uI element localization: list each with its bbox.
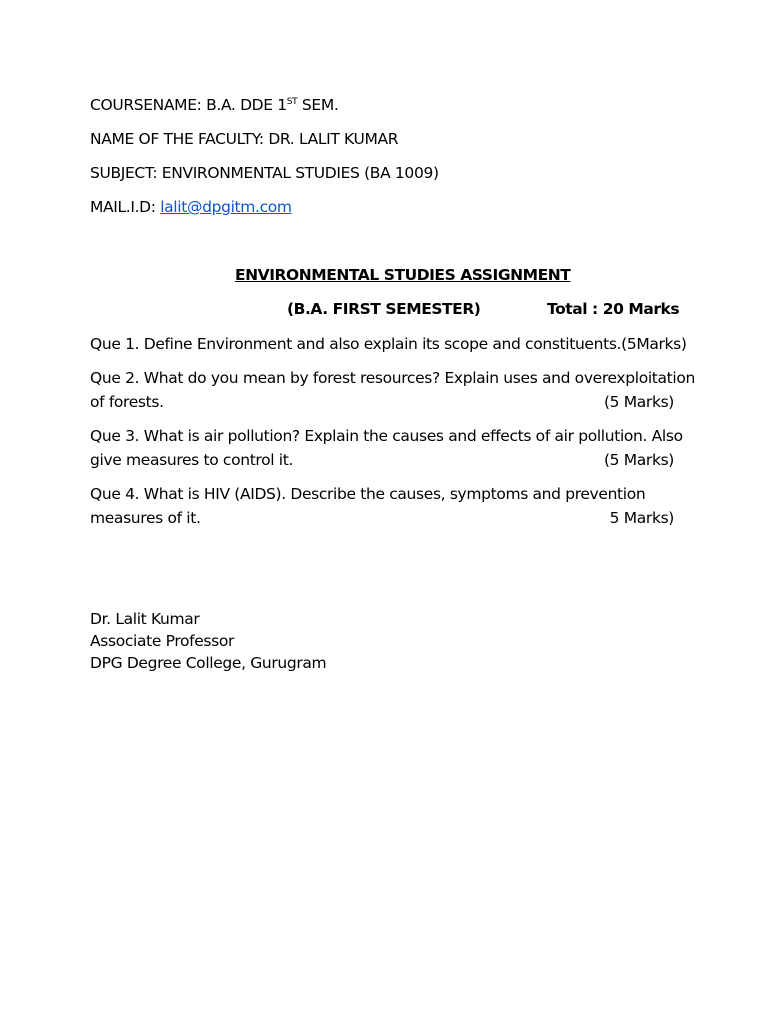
question-marks: (5 Marks) <box>603 393 674 411</box>
question-marks: (5 Marks) <box>603 451 674 469</box>
question-text-continued: of forests. <box>90 393 164 411</box>
course-name-text: COURSENAME: B.A. DDE 1 <box>90 96 287 114</box>
signature-institution: DPG Degree College, Gurugram <box>90 654 327 672</box>
signature-name: Dr. Lalit Kumar <box>90 610 200 628</box>
question-4-row-2 <box>90 506 674 530</box>
question-text: Que 2. What do you mean by forest resources? Explain uses and overexploitation <box>90 369 695 387</box>
question-1 <box>90 332 687 356</box>
signature-designation: Associate Professor <box>90 632 235 650</box>
faculty-line: NAME OF THE FACULTY: DR. LALIT KUMAR <box>90 130 399 148</box>
subject-line: SUBJECT: ENVIRONMENTAL STUDIES (BA 1009) <box>90 164 439 182</box>
assignment-title: ENVIRONMENTAL STUDIES ASSIGNMENT <box>235 266 571 284</box>
mail-line <box>90 197 292 217</box>
question-3-row-2 <box>90 448 674 472</box>
question-marks: 5 Marks) <box>609 509 674 527</box>
question-3-row-1 <box>90 424 683 448</box>
semester-label: (B.A. FIRST SEMESTER) <box>287 300 481 318</box>
email-link[interactable]: lalit@dpgitm.com <box>160 198 292 216</box>
question-4 <box>90 482 674 530</box>
question-text: Que 3. What is air pollution? Explain the causes and effects of air pollution. Also <box>90 427 683 445</box>
question-marks: (5Marks) <box>621 335 687 353</box>
question-2 <box>90 366 695 414</box>
mail-label: MAIL.I.D: <box>90 198 161 216</box>
question-2-row-1 <box>90 366 695 390</box>
question-text: Que 4. What is HIV (AIDS). Describe the causes, symptoms and prevention <box>90 485 646 503</box>
question-text-continued: give measures to control it. <box>90 451 294 469</box>
question-text-continued: measures of it. <box>90 509 201 527</box>
question-1-row <box>90 332 687 356</box>
total-marks: Total : 20 Marks <box>547 300 680 318</box>
document-page <box>90 0 695 1024</box>
question-text: Que 1. Define Environment and also explain its scope and constituents. <box>90 335 622 353</box>
question-4-row-1 <box>90 482 674 506</box>
course-name-line <box>90 95 338 115</box>
question-2-row-2 <box>90 390 674 414</box>
course-name-superscript: ST <box>286 97 298 107</box>
course-name-suffix: SEM. <box>297 96 339 114</box>
question-3 <box>90 424 683 472</box>
